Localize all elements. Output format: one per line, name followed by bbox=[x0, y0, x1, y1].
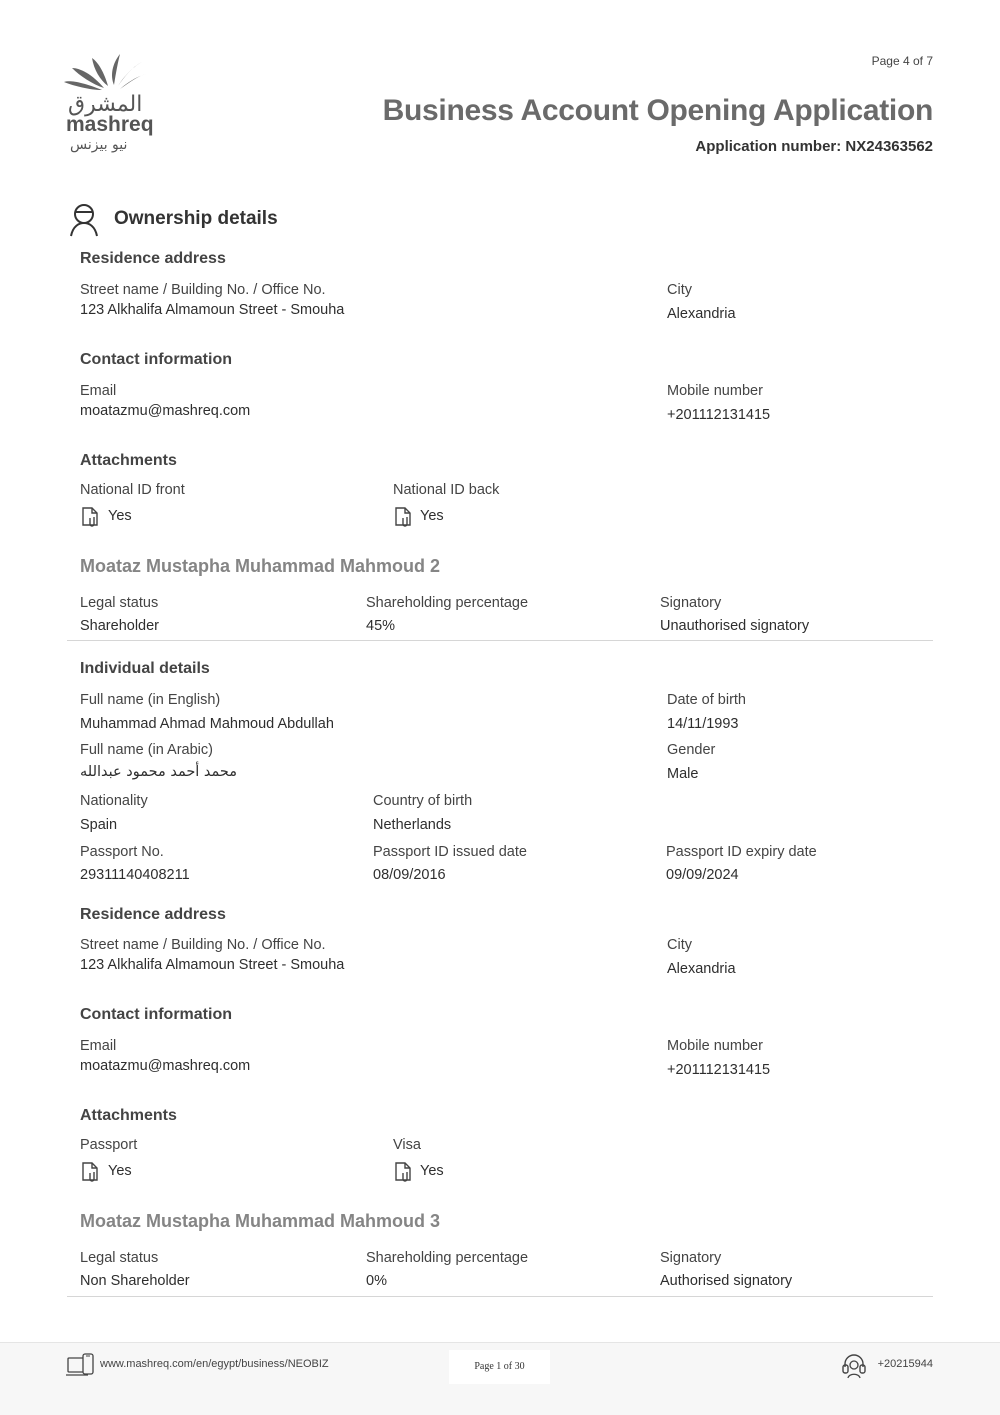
document-title: Business Account Opening Application bbox=[382, 94, 933, 127]
signatory-label: Signatory bbox=[660, 1250, 722, 1266]
residence-heading: Residence address bbox=[80, 906, 226, 923]
attachment-icon[interactable] bbox=[393, 506, 415, 528]
mobile-value: +201112131415 bbox=[667, 407, 771, 423]
devices-icon bbox=[66, 1352, 96, 1380]
mobile-value: +201112131415 bbox=[667, 1062, 771, 1078]
attachment-icon[interactable] bbox=[80, 1161, 102, 1183]
legal-status-label: Legal status bbox=[80, 1250, 159, 1266]
divider bbox=[67, 640, 933, 641]
passport-label: Passport No. bbox=[80, 844, 164, 860]
user-icon bbox=[68, 202, 100, 238]
passport-issued-value: 08/09/2016 bbox=[373, 867, 446, 883]
contact-heading: Contact information bbox=[80, 351, 232, 368]
email-label: Email bbox=[80, 383, 117, 399]
attachments-heading: Attachments bbox=[80, 1107, 177, 1124]
fullname-en-label: Full name (in English) bbox=[80, 692, 221, 708]
footer-phone[interactable]: +20215944 bbox=[877, 1358, 933, 1370]
nationality-value: Spain bbox=[80, 817, 118, 833]
logo-sub-text: نيو بيزنس bbox=[70, 137, 128, 153]
email-value: moatazmu@mashreq.com bbox=[80, 1058, 251, 1074]
attachment-value: Yes bbox=[420, 1163, 444, 1179]
signatory-value: Authorised signatory bbox=[660, 1273, 793, 1289]
person-name: Moataz Mustapha Muhammad Mahmoud 2 bbox=[80, 556, 441, 576]
attachment-label: National ID front bbox=[80, 482, 185, 498]
attachment-label: Passport bbox=[80, 1137, 138, 1153]
footer-website-link[interactable]: www.mashreq.com/en/egypt/business/NEOBIZ bbox=[100, 1358, 329, 1370]
attachment-value: Yes bbox=[108, 1163, 132, 1179]
fullname-ar-value: محمد أحمد محمود عبدالله bbox=[80, 764, 238, 780]
street-value: 123 Alkhalifa Almamoun Street - Smouha bbox=[80, 302, 345, 318]
street-label: Street name / Building No. / Office No. bbox=[80, 282, 326, 298]
divider bbox=[67, 1296, 933, 1297]
shareholding-value: 0% bbox=[366, 1273, 387, 1289]
attachment-icon[interactable] bbox=[80, 506, 102, 528]
legal-status-label: Legal status bbox=[80, 595, 159, 611]
city-label: City bbox=[667, 937, 692, 953]
legal-status-value: Shareholder bbox=[80, 618, 159, 634]
mobile-label: Mobile number bbox=[667, 1038, 763, 1054]
gender-value: Male bbox=[667, 766, 699, 782]
nationality-label: Nationality bbox=[80, 793, 148, 809]
attachment-icon[interactable] bbox=[393, 1161, 415, 1183]
person-name: Moataz Mustapha Muhammad Mahmoud 3 bbox=[80, 1211, 441, 1231]
residence-heading: Residence address bbox=[80, 250, 226, 267]
city-value: Alexandria bbox=[667, 306, 736, 322]
attachment-label: National ID back bbox=[393, 482, 500, 498]
city-value: Alexandria bbox=[667, 961, 736, 977]
page-indicator: Page 4 of 7 bbox=[871, 54, 933, 68]
logo-english-text: mashreq bbox=[66, 113, 154, 136]
passport-issued-label: Passport ID issued date bbox=[373, 844, 527, 860]
email-label: Email bbox=[80, 1038, 117, 1054]
mobile-label: Mobile number bbox=[667, 383, 763, 399]
signatory-value: Unauthorised signatory bbox=[660, 618, 810, 634]
contact-heading: Contact information bbox=[80, 1006, 232, 1023]
individual-heading: Individual details bbox=[80, 660, 210, 677]
shareholding-label: Shareholding percentage bbox=[366, 1250, 529, 1266]
application-number: Application number: NX24363562 bbox=[695, 138, 933, 155]
shareholding-value: 45% bbox=[366, 618, 396, 634]
email-value: moatazmu@mashreq.com bbox=[80, 403, 251, 419]
logo-petals-icon bbox=[62, 52, 162, 94]
city-label: City bbox=[667, 282, 692, 298]
gender-label: Gender bbox=[667, 742, 716, 758]
attachment-value: Yes bbox=[108, 508, 132, 524]
passport-value: 29311140408211 bbox=[80, 867, 190, 883]
fullname-ar-label: Full name (in Arabic) bbox=[80, 742, 213, 758]
logo-arabic-text: المشرق bbox=[68, 92, 143, 117]
footer-page-number: Page 1 of 30 bbox=[474, 1361, 525, 1372]
dob-label: Date of birth bbox=[667, 692, 746, 708]
street-label: Street name / Building No. / Office No. bbox=[80, 937, 326, 953]
signatory-label: Signatory bbox=[660, 595, 722, 611]
country-birth-label: Country of birth bbox=[373, 793, 473, 809]
attachment-label: Visa bbox=[393, 1137, 421, 1153]
headset-icon bbox=[840, 1352, 868, 1380]
dob-value: 14/11/1993 bbox=[667, 716, 739, 732]
fullname-en-value: Muhammad Ahmad Mahmoud Abdullah bbox=[80, 716, 334, 732]
section-title: Ownership details bbox=[114, 208, 278, 229]
country-birth-value: Netherlands bbox=[373, 817, 452, 833]
attachment-value: Yes bbox=[420, 508, 444, 524]
legal-status-value: Non Shareholder bbox=[80, 1273, 190, 1289]
street-value: 123 Alkhalifa Almamoun Street - Smouha bbox=[80, 957, 345, 973]
attachments-heading: Attachments bbox=[80, 452, 177, 469]
passport-expiry-value: 09/09/2024 bbox=[666, 867, 739, 883]
passport-expiry-label: Passport ID expiry date bbox=[666, 844, 817, 860]
shareholding-label: Shareholding percentage bbox=[366, 595, 529, 611]
